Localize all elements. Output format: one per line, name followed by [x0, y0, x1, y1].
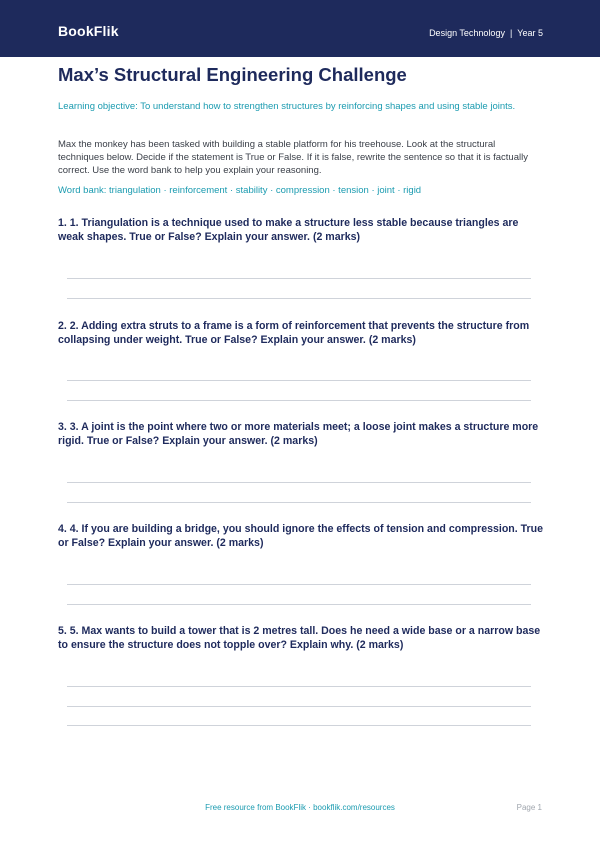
answer-line[interactable] — [67, 298, 531, 299]
learning-objective: Learning objective: To understand how to strengthen structures by reinforcing shapes and using stable joints. — [58, 101, 516, 112]
question-1: 1. 1. Triangulation is a technique used to make a structure less stable because triangles are weak shapes. True or False? Explain your answer. (2 marks) — [58, 217, 519, 243]
answer-line[interactable] — [67, 686, 531, 687]
subject-label — [429, 28, 543, 38]
question-3: 3. 3. A joint is the point where two or more materials meet; a loose joint makes a structure more rigid. True or False? Explain your answer. (2 marks) — [58, 421, 539, 447]
question-4: 4. 4. If you are building a bridge, you should ignore the effects of tension and compression. True or False? Explain your answer. (2 marks) — [58, 523, 544, 549]
answer-line[interactable] — [67, 706, 531, 707]
answer-line[interactable] — [67, 584, 531, 585]
header-bar — [0, 0, 600, 57]
answer-line[interactable] — [67, 278, 531, 279]
answer-line[interactable] — [67, 400, 531, 401]
brand-logo: BookFlik — [58, 23, 119, 39]
intro-paragraph: Max the monkey has been tasked with building a stable platform for his treehouse. Look at the structural techniques below. Decide if the statement is True or False. If it is false, rewrite the sentence so that it is factually correct. Use the word bank to help you explain your reasoning. — [58, 139, 528, 176]
answer-line[interactable] — [67, 380, 531, 381]
page-number: Page 1 — [516, 803, 542, 812]
footer-resource-link[interactable]: Free resource from BookFlik · bookflik.com/resources — [205, 803, 395, 812]
subject-name: Design Technology — [429, 28, 505, 38]
question-5: 5. 5. Max wants to build a tower that is 2 metres tall. Does he need a wide base or a narrow base to ensure the structure does not topple over? Explain why. (2 marks) — [58, 625, 541, 651]
answer-line[interactable] — [67, 502, 531, 503]
page-title: Max’s Structural Engineering Challenge — [58, 64, 407, 85]
answer-line[interactable] — [67, 482, 531, 483]
subject-separator: | — [509, 28, 513, 38]
answer-line[interactable] — [67, 604, 531, 605]
question-2: 2. 2. Adding extra struts to a frame is a form of reinforcement that prevents the structure from collapsing under weight. True or False? Explain your answer. (2 marks) — [58, 320, 530, 346]
year-label: Year 5 — [517, 28, 543, 38]
word-bank: Word bank: triangulation · reinforcement · stability · compression · tension · joint · rigid — [58, 185, 422, 196]
answer-line[interactable] — [67, 725, 531, 726]
